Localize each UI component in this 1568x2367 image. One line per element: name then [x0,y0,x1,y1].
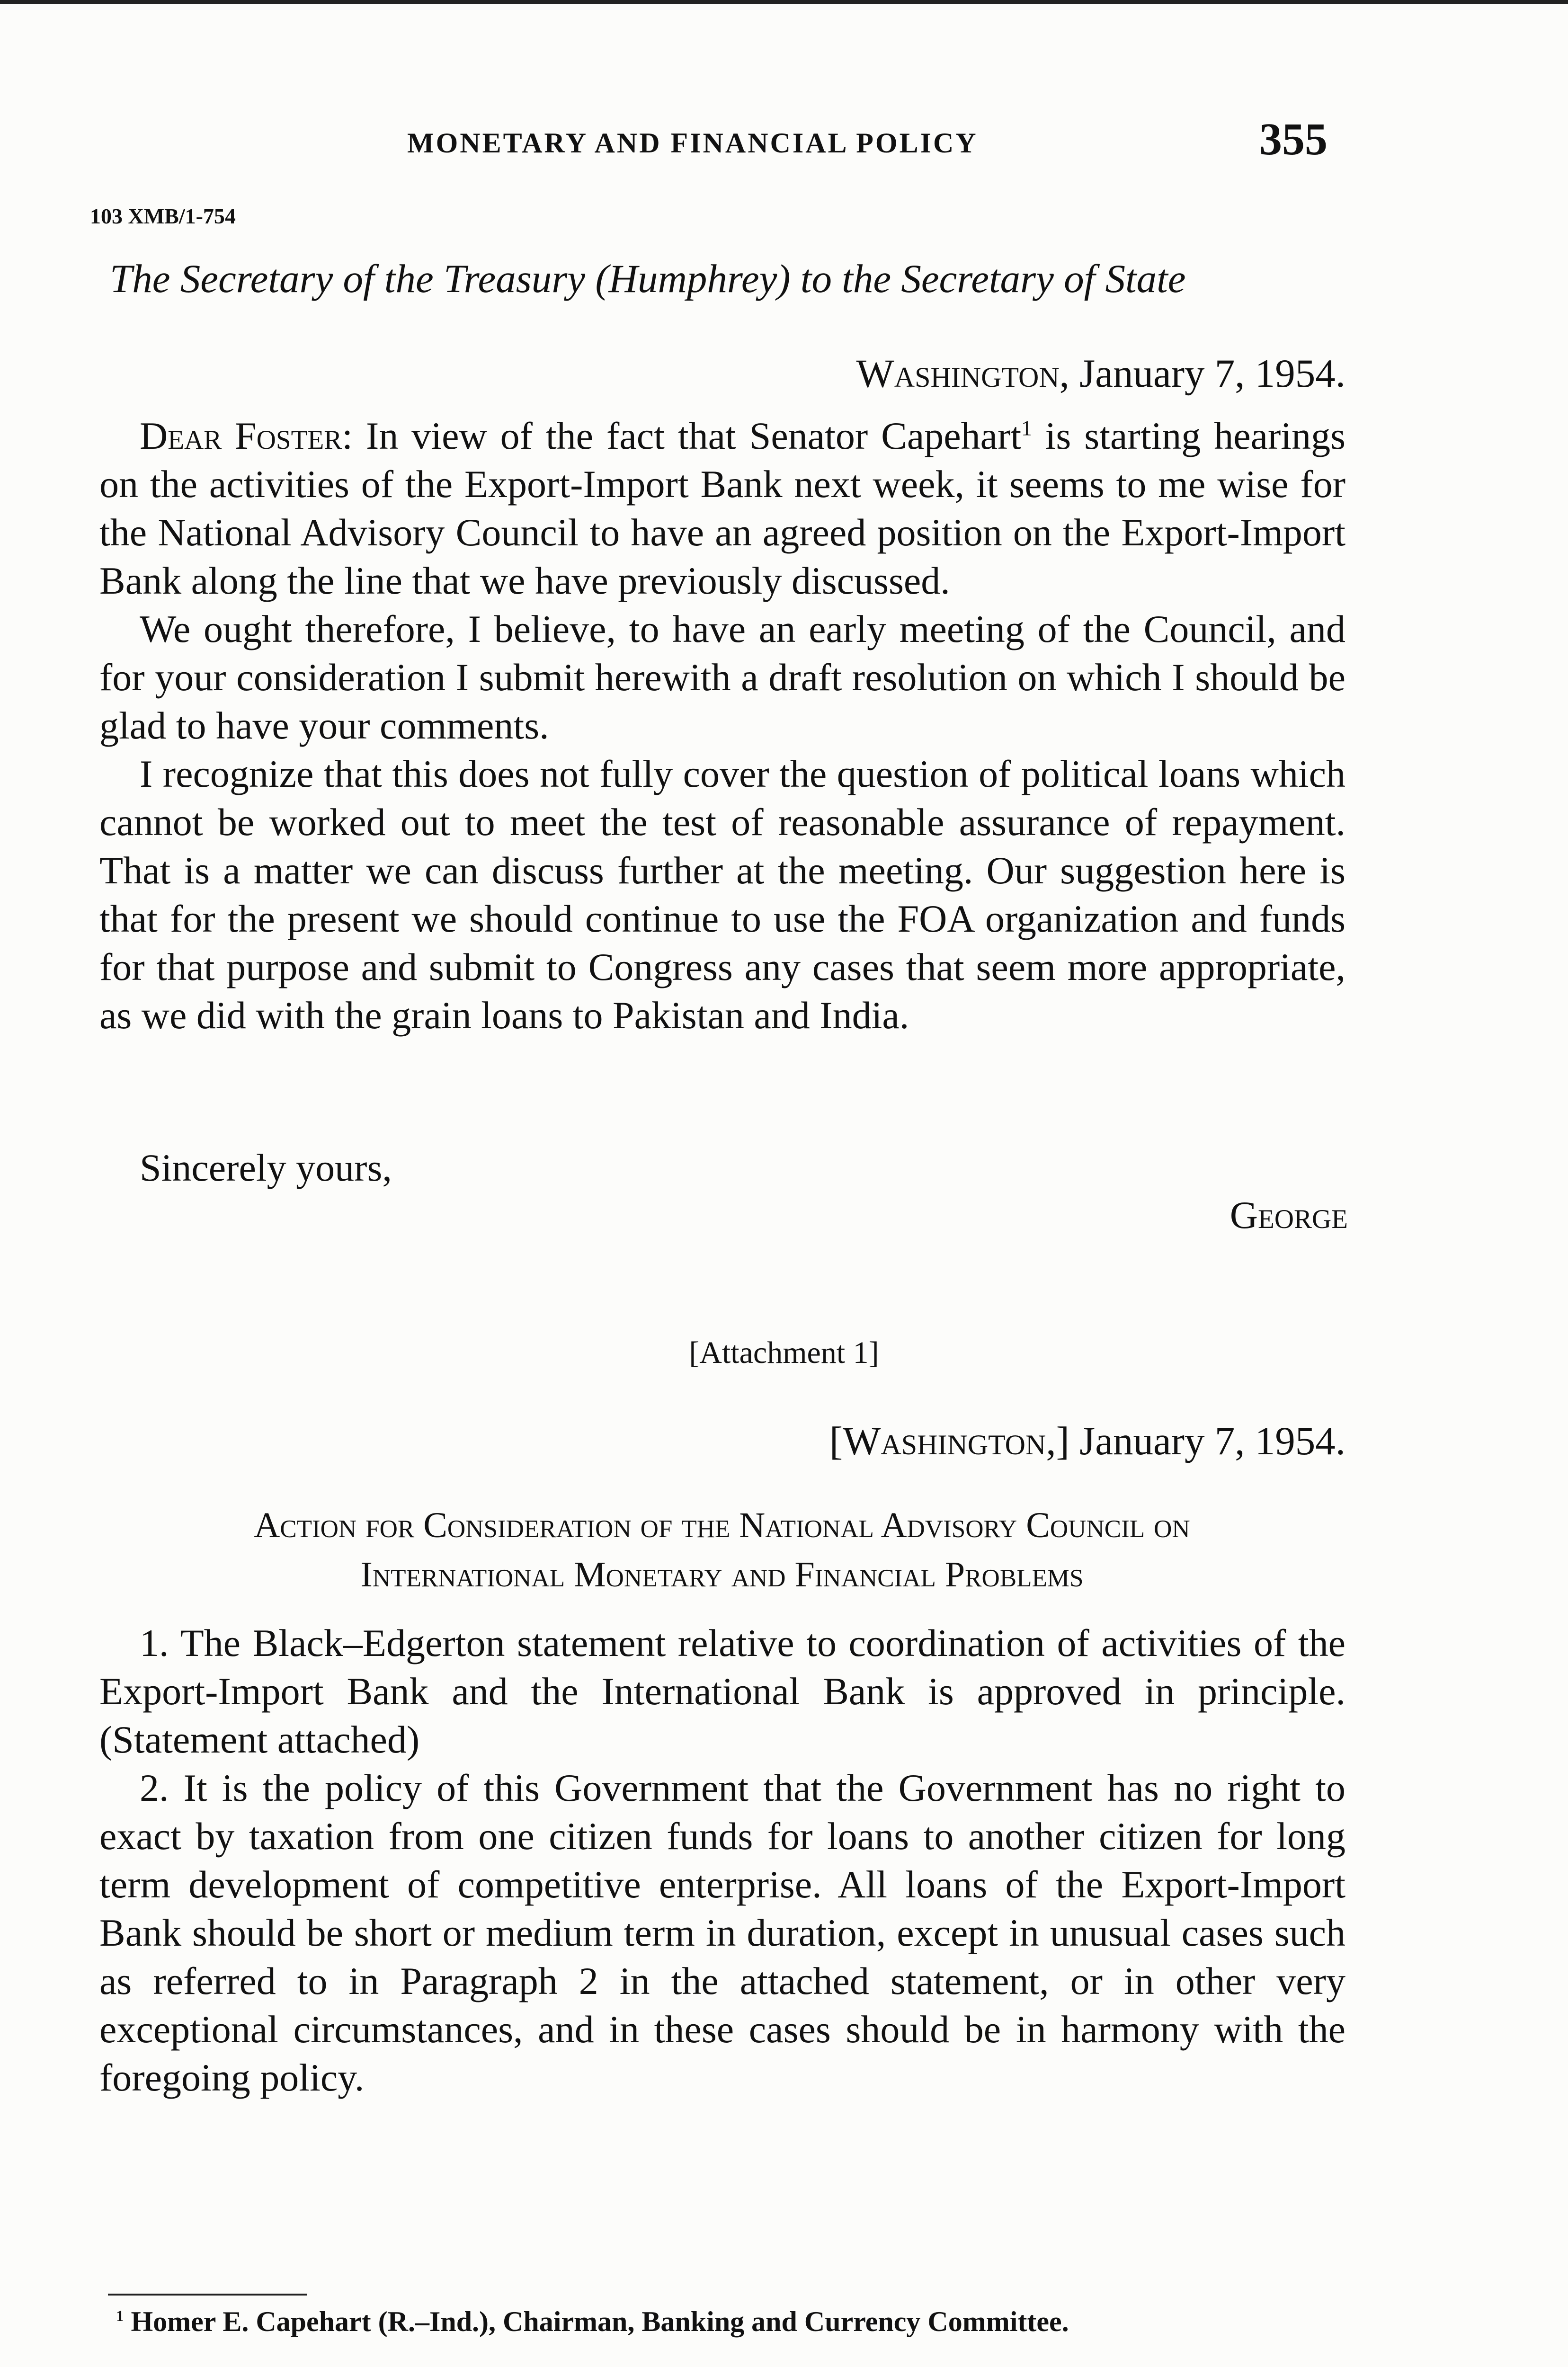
attachment-dateline: [Washington,] January 7, 1954. [829,1419,1345,1463]
salutation: Dear Foster [140,414,342,457]
running-head: MONETARY AND FINANCIAL POLICY [407,127,978,159]
letter-body [99,412,1345,1040]
letter-dateline-date: , January 7, 1954. [1059,351,1345,396]
document-title: The Secretary of the Treasury (Humphrey) to the Secretary of State [110,257,1186,301]
document-id: 103 XMB/1-754 [90,204,236,228]
page-number: 355 [1259,114,1327,164]
attachment-body [99,1619,1345,2102]
attachment-dateline-place: Washington [843,1419,1046,1463]
attachment-heading [71,1501,1373,1599]
footnote-text: Homer E. Capehart (R.–Ind.), Chairman, Banking and Currency Committee. [131,2306,1069,2337]
top-border-rule [0,0,1568,4]
signature: George [1229,1193,1348,1237]
letter-dateline-place: Washington [856,351,1060,396]
letter-paragraph: I recognize that this does not fully cover the question of political loans which cannot be worked out to meet the test of reasonable assurance of repayment. That is a matter we can discuss further at the meeting. Our suggestion here is that for the present we should continue to use the FOA organization and funds for that purpose and submit to Congress any cases that seem more appropriate, as we did with the grain loans to Pakistan and India. [99,752,1345,1037]
footnote-reference: 1 [1021,416,1032,440]
attachment-heading-line: International Monetary and Financial Problems [360,1555,1084,1594]
attachment-heading-line: Action for Consideration of the National Advisory Council on [254,1505,1190,1545]
footnote [116,2268,1069,2338]
letter-paragraph: Dear Foster: In view of the fact that Senator Capehart$^1$ is starting hearings on the activities of the Export-Import Bank next week, it seems to me wise for the National Advisory Council to have an agreed position on the Export-Import Bank along the line that we have previously discussed. [99,414,1345,602]
attachment-paragraph: 2. It is the policy of this Government that the Government has no right to exact by taxation from one citizen funds for loans to another citizen for long term development of competitive enterprise. All loans of the Export-Import Bank should be short or medium term in duration, except in unusual cases such as referred to in Paragraph 2 in the attached statement, or in other very exceptional circumstances, and in these cases should be in harmony with the foregoing policy. [99,1766,1345,2099]
attachment-label: [Attachment 1] [689,1335,879,1370]
closing: Sincerely yours, [140,1146,392,1189]
attachment-paragraph: 1. The Black–Edgerton statement relative to coordination of activities of the Export-Import Bank and the International Bank is approved in principle. (Statement attached) [99,1621,1345,1761]
letter-paragraph: We ought therefore, I believe, to have an early meeting of the Council, and for your consideration I submit herewith a draft resolution on which I should be glad to have your comments. [99,607,1345,747]
footnote-marker: 1 [116,2308,124,2325]
letter-dateline [856,350,1345,397]
